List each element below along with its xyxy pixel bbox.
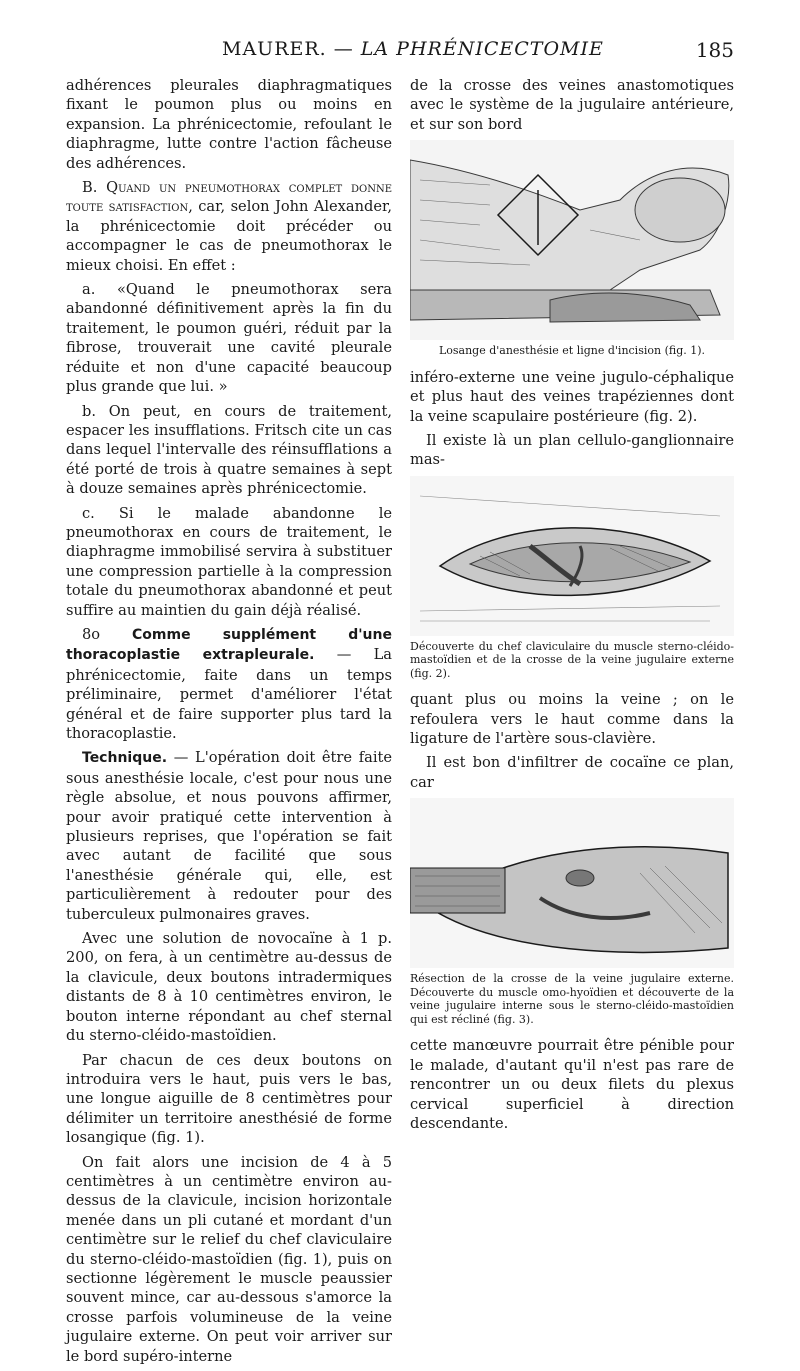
paragraph-text: — L'opération doit être faite sous anesthésie locale, c'est pour nous une règle absolue, et nous pouvons affirmer, pour avoir pratiqué cette intervention à plusieurs reprises, que l'opération se fait avec autant de facilité que sous l'anesthésie générale qui, elle, est particulièrement à redouter pour des tuberculeux pulmonaires graves. — [66, 749, 392, 923]
page-number: 185 — [695, 38, 734, 62]
paragraph: Il est bon d'infiltrer de cocaïne ce plan, car — [410, 754, 734, 791]
figure-1-engraving — [410, 140, 734, 340]
paragraph: a. «Quand le pneumothorax sera abandonné définitivement après la fin du traitement, le poumon guéri, réduit par la fibrose, trouverait une cavité pleurale réduite et non d'une capacité beaucoup plus grande que lui. » — [66, 281, 392, 396]
running-title-author: MAURER. — — [222, 38, 361, 60]
figure-2-caption: Découverte du chef claviculaire du muscle sterno-cléido-mastoïdien et de la crosse de la veine jugulaire externe (fig. 2). — [410, 639, 734, 680]
left-column — [66, 76, 392, 1371]
paragraph: inféro-externe une veine jugulo-céphalique et plus haut des veines trapéziennes dont la veine scapulaire postérieure (fig. 2). — [410, 368, 734, 425]
paragraph: Il existe là un plan cellulo-ganglionnaire mas- — [410, 431, 734, 469]
resection-retractor-illustration — [410, 798, 734, 968]
small-caps-heading: B. Quand un pneumothorax complet donne toute satisfaction, — [66, 179, 392, 216]
paragraph — [66, 625, 392, 743]
running-header — [66, 38, 734, 66]
paragraph: Avec une solution de novocaïne à 1 p. 200, on fera, à un centimètre au-dessus de la clavicule, deux boutons intradermiques distants de 8 à 10 centimètres environ, le bouton interne répondant au chef sternal du sterno-cléido-mastoïdien. — [66, 930, 392, 1045]
running-title-subject: LA PHRÉNICECTOMIE — [360, 38, 604, 60]
section-number: 8o — [82, 625, 132, 643]
figure-3-engraving — [410, 798, 734, 968]
paragraph — [66, 178, 392, 275]
figure-1-caption: Losange d'anesthésie et ligne d'incision (fig. 1). — [438, 344, 706, 358]
paragraph: b. On peut, en cours de traitement, espacer les insufflations. Fritsch cite un cas dans lequel l'intervalle des réinsufflations a été porté de trois à quatre semaines à sept à douze semaines après phrénicectomie. — [66, 402, 392, 498]
dissection-incision-illustration — [410, 476, 734, 636]
paragraph-text: — La phrénicectomie, faite dans un temps préliminaire, permet d'améliorer l'état général et de faire supporter plus tard la thoracoplastie. — [66, 646, 393, 742]
paragraph: cette manœuvre pourrait être pénible pour le malade, d'autant qu'il n'est pas rare de rencontrer un ou deux filets du plexus cervical superficiel à direction descendante. — [410, 1037, 734, 1132]
patient-neck-illustration — [410, 140, 734, 340]
figure-2-engraving — [410, 476, 734, 636]
paragraph-text: car, selon John Alexander, la phrénicectomie doit précéder ou accompagner le cas de pneumothorax le mieux choisi. En effet : — [66, 198, 392, 274]
paragraph: quant plus ou moins la veine ; on le refoulera vers le haut comme dans la ligature de l'artère sous-clavière. — [410, 691, 734, 748]
paragraph: adhérences pleurales diaphragmatiques fixant le poumon plus ou moins en expansion. La phrénicectomie, refoulant le diaphragme, lutte contre l'action fâcheuse des adhérences. — [66, 77, 392, 172]
section-heading: Comme supplément d'une thoracoplastie extrapleurale. — [66, 626, 392, 664]
running-title — [222, 38, 604, 60]
figure-3-caption: Résection de la crosse de la veine jugulaire externe. Découverte du muscle omo-hyoïdien et découverte de la veine jugulaire interne sous le sterno-cléido-mastoïdien qui est récliné (fig. 3). — [410, 972, 734, 1026]
paragraph: de la crosse des veines anastomotiques avec le système de la jugulaire antérieure, et sur son bord — [410, 77, 734, 133]
right-column — [410, 76, 734, 1138]
paragraph: On fait alors une incision de 4 à 5 centimètres à un centimètre environ au-dessus de la clavicule, incision horizontale menée dans un pli cutané et mordant d'un centimètre sur le relief du chef claviculaire du sterno-cléido-mastoïdien (fig. 1), puis on sectionne légèrement le muscle peaussier souvent mince, car au-dessous s'amorce la crosse parfois volumineuse de la veine jugulaire externe. On peut voir arriver sur le bord supéro-interne — [66, 1153, 392, 1365]
paragraph: c. Si le malade abandonne le pneumothorax en cours de traitement, le diaphragme immobilisé servira à substituer une compression partielle à la compression totale du pneumothorax abandonné et peut suffire au maintien du gain déjà réalisé. — [66, 504, 392, 619]
section-heading: Technique. — [82, 750, 168, 767]
paragraph: Par chacun de ces deux boutons on introduira vers le haut, puis vers le bas, une longue aiguille de 8 centimètres pour délimiter un territoire anesthésié de forme losangique (fig. 1). — [66, 1051, 392, 1147]
paragraph — [66, 748, 392, 924]
